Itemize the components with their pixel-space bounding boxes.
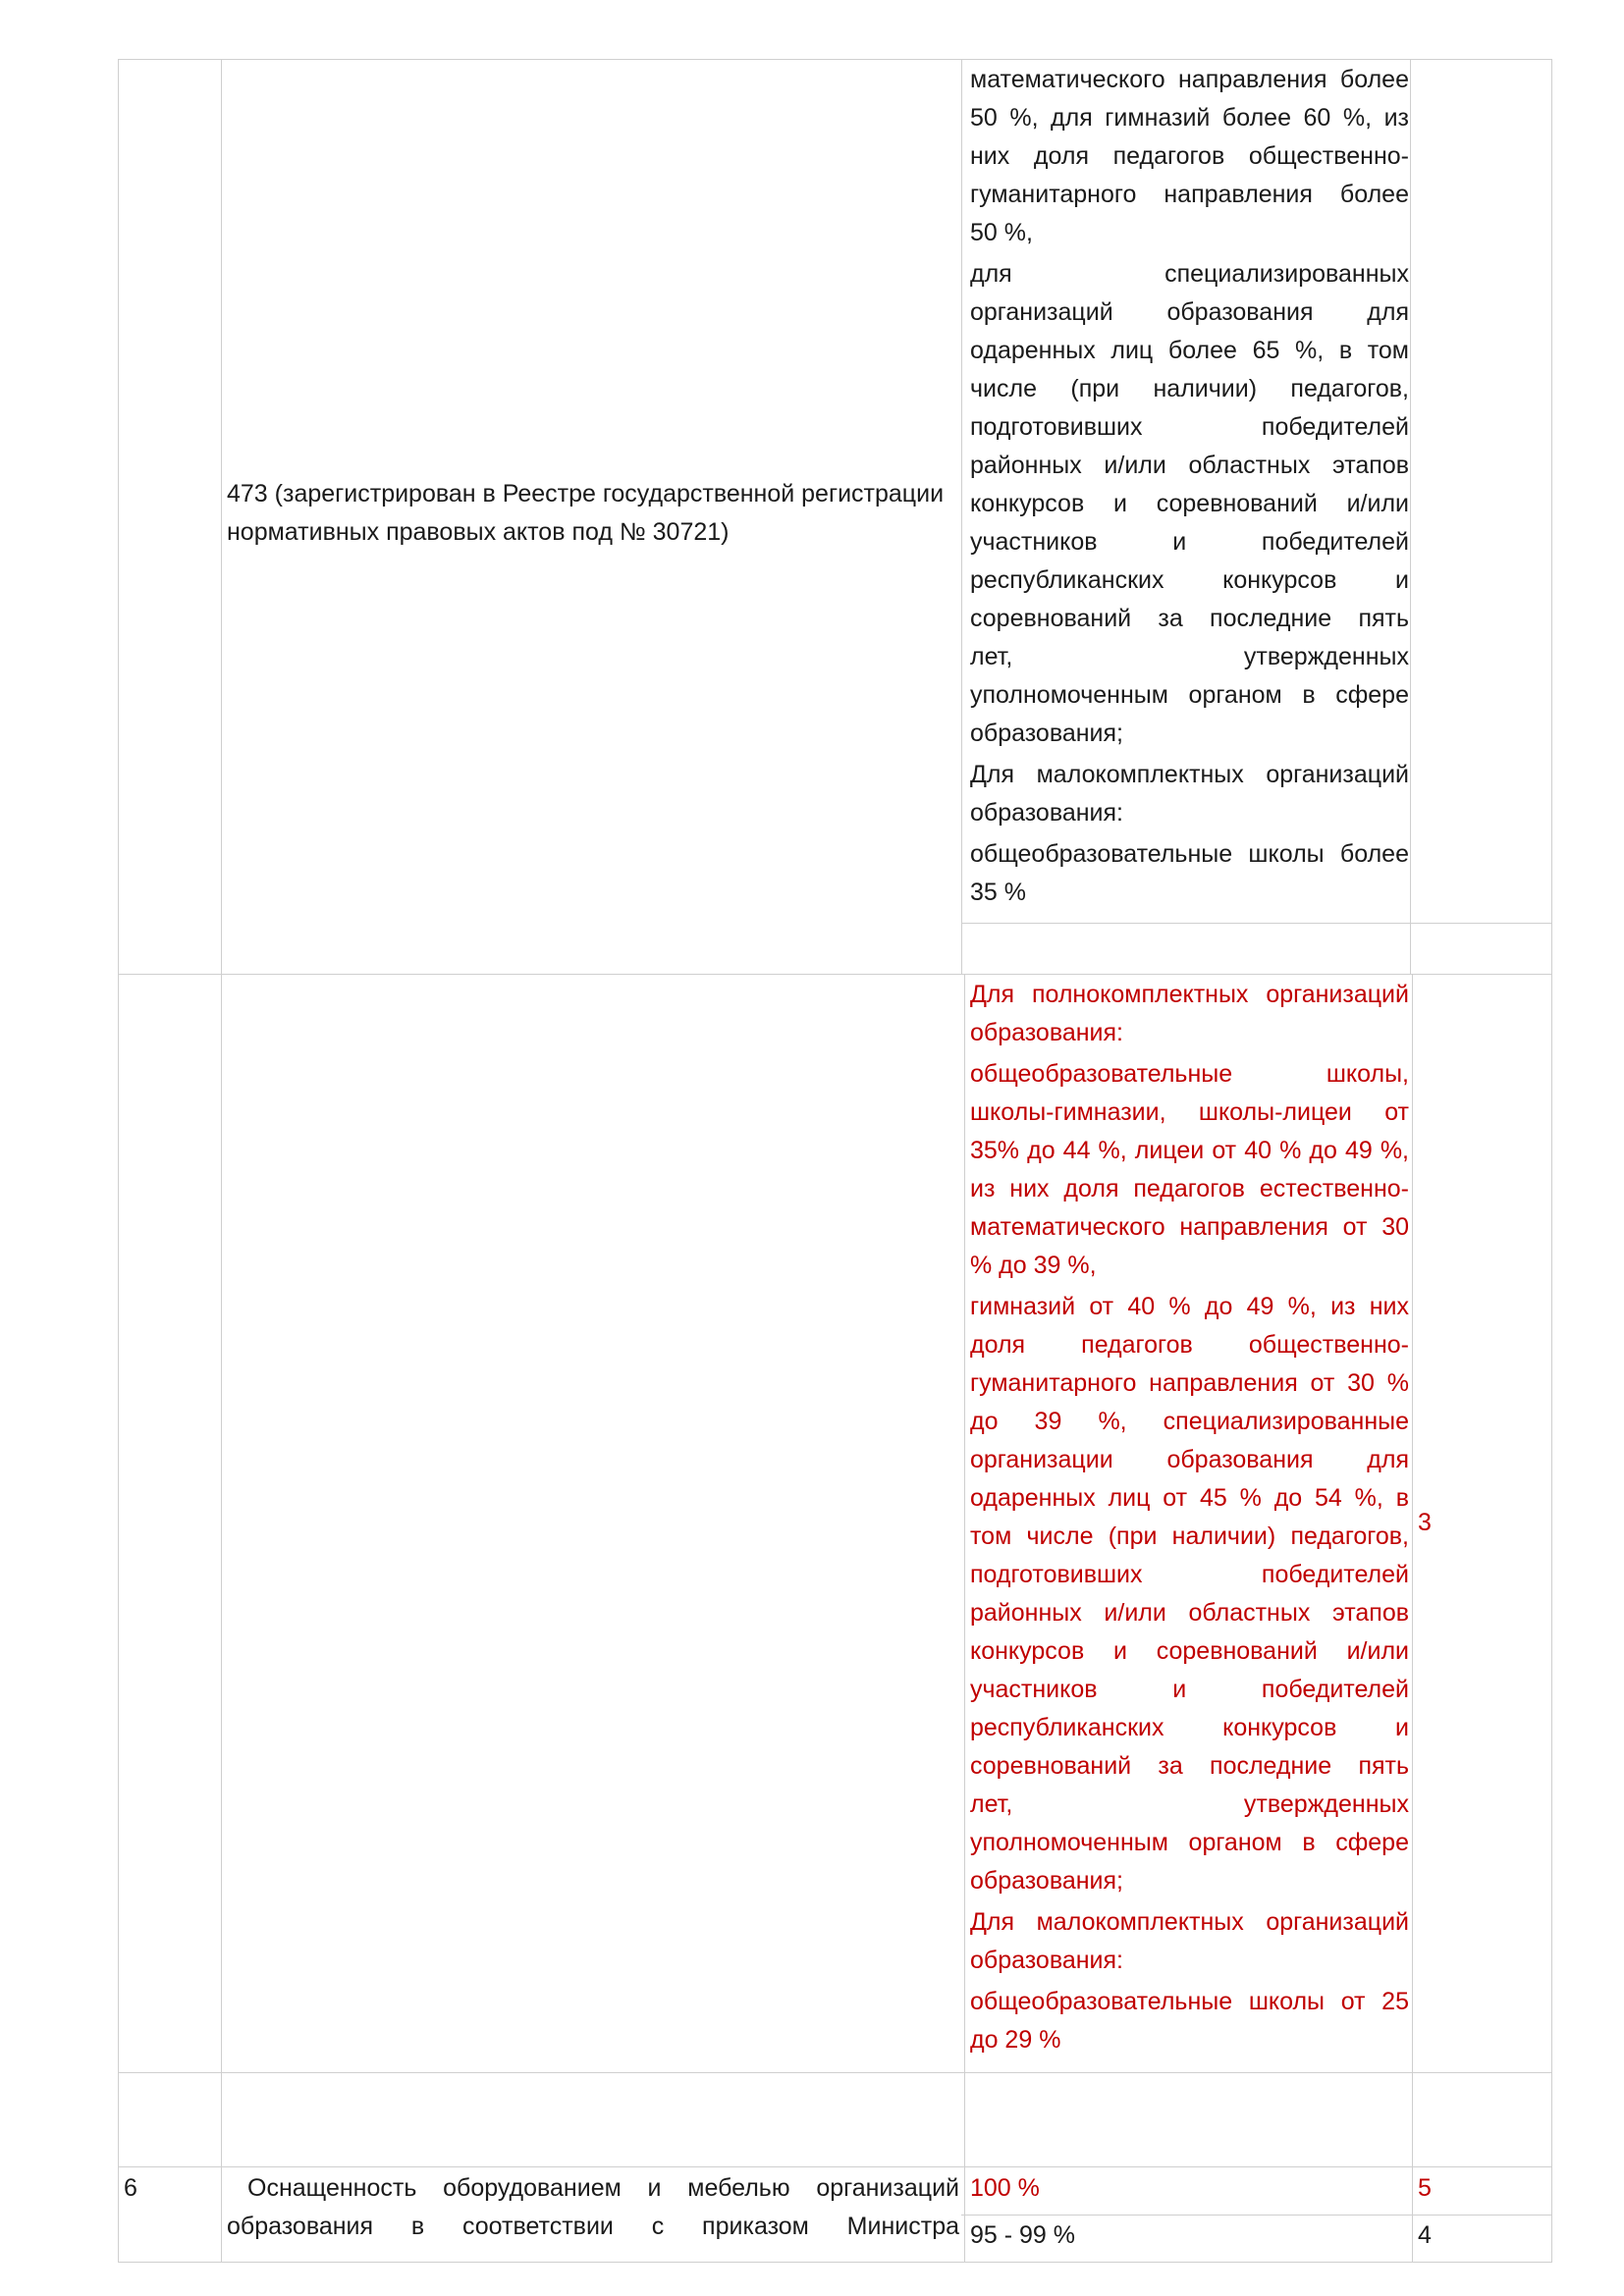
border-block1-sub bbox=[961, 923, 1551, 924]
border-left bbox=[118, 59, 119, 2263]
criteria-paragraph bbox=[970, 1903, 1409, 1980]
criteria-paragraph bbox=[970, 1983, 1409, 2059]
criteria-line: из них доля педагогов естественно- bbox=[970, 1175, 1409, 1202]
regulation-reference bbox=[227, 475, 944, 552]
border-right bbox=[1551, 59, 1552, 2263]
criteria-line: 50 %, bbox=[970, 219, 1033, 246]
criteria-paragraph bbox=[970, 976, 1409, 1052]
criteria-line: общеобразовательные школы от 25 bbox=[970, 1988, 1409, 2015]
criteria-line: соревнований за последние пять bbox=[970, 605, 1409, 632]
criteria-line: Для малокомплектных организаций bbox=[970, 761, 1409, 788]
criteria-line: районных и/или областных этапов bbox=[970, 452, 1409, 479]
criteria-line: 50 %, для гимназий более 60 %, из bbox=[970, 104, 1409, 132]
criteria-paragraph bbox=[970, 1055, 1409, 1285]
criteria-line: 35% до 44 %, лицеи от 40 % до 49 %, bbox=[970, 1137, 1409, 1164]
criteria-line: конкурсов и соревнований и/или bbox=[970, 1637, 1409, 1665]
border-bottom bbox=[118, 2262, 1551, 2263]
criteria-line: гуманитарного направления от 30 % bbox=[970, 1369, 1409, 1397]
criteria-line: математического направления более bbox=[970, 66, 1409, 93]
criteria-text-block1 bbox=[970, 61, 1409, 912]
criteria-line: одаренных лиц более 65 %, в том bbox=[970, 337, 1409, 364]
reference-line: нормативных правовых актов под № 30721) bbox=[227, 518, 730, 546]
criteria-option: 100 % bbox=[970, 2174, 1040, 2202]
criteria-line: том числе (при наличии) педагогов, bbox=[970, 1522, 1409, 1550]
border-col2-top bbox=[961, 59, 962, 974]
criteria-line: школы-гимназии, школы-лицеи от bbox=[970, 1098, 1409, 1126]
border-block2-sub bbox=[118, 2072, 1551, 2073]
criteria-line: для специализированных bbox=[970, 260, 1409, 288]
criteria-line: числе (при наличии) педагогов, bbox=[970, 375, 1409, 402]
border-col1 bbox=[221, 59, 222, 2263]
criteria-paragraph bbox=[970, 1288, 1409, 1900]
border-row6-top bbox=[118, 2166, 1551, 2167]
criteria-line: лет, утвержденных bbox=[970, 1790, 1409, 1818]
criteria-line: одаренных лиц от 45 % до 54 %, в bbox=[970, 1484, 1409, 1512]
border-col2-bottom bbox=[964, 974, 965, 2263]
criteria-line: Для малокомплектных организаций bbox=[970, 1908, 1409, 1936]
border-col3-bottom bbox=[1412, 974, 1413, 2263]
criteria-line: конкурсов и соревнований и/или bbox=[970, 490, 1409, 517]
criteria-line: 35 % bbox=[970, 879, 1026, 906]
indicator-text bbox=[227, 2169, 959, 2246]
criteria-option: 95 - 99 % bbox=[970, 2221, 1076, 2249]
score-option: 4 bbox=[1418, 2221, 1432, 2249]
criteria-line: математического направления от 30 bbox=[970, 1213, 1409, 1241]
criteria-line: образования: bbox=[970, 799, 1123, 827]
criteria-line: лет, утвержденных bbox=[970, 643, 1409, 670]
criteria-line: уполномоченным органом в сфере bbox=[970, 681, 1409, 709]
criteria-paragraph bbox=[970, 756, 1409, 832]
criteria-line: образования; bbox=[970, 1867, 1123, 1895]
criteria-line: районных и/или областных этапов bbox=[970, 1599, 1409, 1627]
border-top bbox=[118, 59, 1551, 60]
criteria-line: до 29 % bbox=[970, 2026, 1061, 2054]
reference-line: 473 (зарегистрирован в Реестре государственной регистрации bbox=[227, 480, 945, 507]
row-number: 6 bbox=[124, 2174, 137, 2202]
criteria-line: организаций образования для bbox=[970, 298, 1409, 326]
criteria-line: соревнований за последние пять bbox=[970, 1752, 1409, 1780]
criteria-line: доля педагогов общественно- bbox=[970, 1331, 1409, 1359]
criteria-text-block2 bbox=[970, 976, 1409, 2059]
criteria-line: образования; bbox=[970, 720, 1123, 747]
criteria-line: них доля педагогов общественно- bbox=[970, 142, 1409, 170]
score-option: 5 bbox=[1418, 2174, 1432, 2202]
indicator-line: образования в соответствии с приказом Министра bbox=[227, 2213, 959, 2240]
criteria-paragraph bbox=[970, 835, 1409, 912]
criteria-line: общеобразовательные школы более bbox=[970, 840, 1409, 868]
criteria-line: до 39 %, специализированные bbox=[970, 1408, 1409, 1435]
criteria-line: гуманитарного направления более bbox=[970, 181, 1409, 208]
criteria-line: республиканских конкурсов и bbox=[970, 1714, 1409, 1741]
criteria-paragraph bbox=[970, 61, 1409, 252]
criteria-line: общеобразовательные школы, bbox=[970, 1060, 1409, 1088]
criteria-line: Для полнокомплектных организаций bbox=[970, 981, 1409, 1008]
criteria-line: участников и победителей bbox=[970, 1676, 1409, 1703]
criteria-line: республиканских конкурсов и bbox=[970, 566, 1409, 594]
border-col3-top bbox=[1410, 59, 1411, 974]
border-block1-bottom bbox=[118, 974, 1551, 975]
criteria-line: уполномоченным органом в сфере bbox=[970, 1829, 1409, 1856]
criteria-line: участников и победителей bbox=[970, 528, 1409, 556]
criteria-line: подготовивших победителей bbox=[970, 1561, 1409, 1588]
criteria-paragraph bbox=[970, 255, 1409, 753]
criteria-line: образования: bbox=[970, 1019, 1123, 1046]
criteria-line: образования: bbox=[970, 1947, 1123, 1974]
criteria-line: % до 39 %, bbox=[970, 1252, 1097, 1279]
score-block2: 3 bbox=[1418, 1509, 1432, 1536]
indicator-line: Оснащенность оборудованием и мебелью организаций bbox=[247, 2174, 959, 2202]
criteria-line: подготовивших победителей bbox=[970, 413, 1409, 441]
border-row6-mid bbox=[961, 2215, 1551, 2216]
criteria-line: гимназий от 40 % до 49 %, из них bbox=[970, 1293, 1409, 1320]
criteria-line: организации образования для bbox=[970, 1446, 1409, 1473]
